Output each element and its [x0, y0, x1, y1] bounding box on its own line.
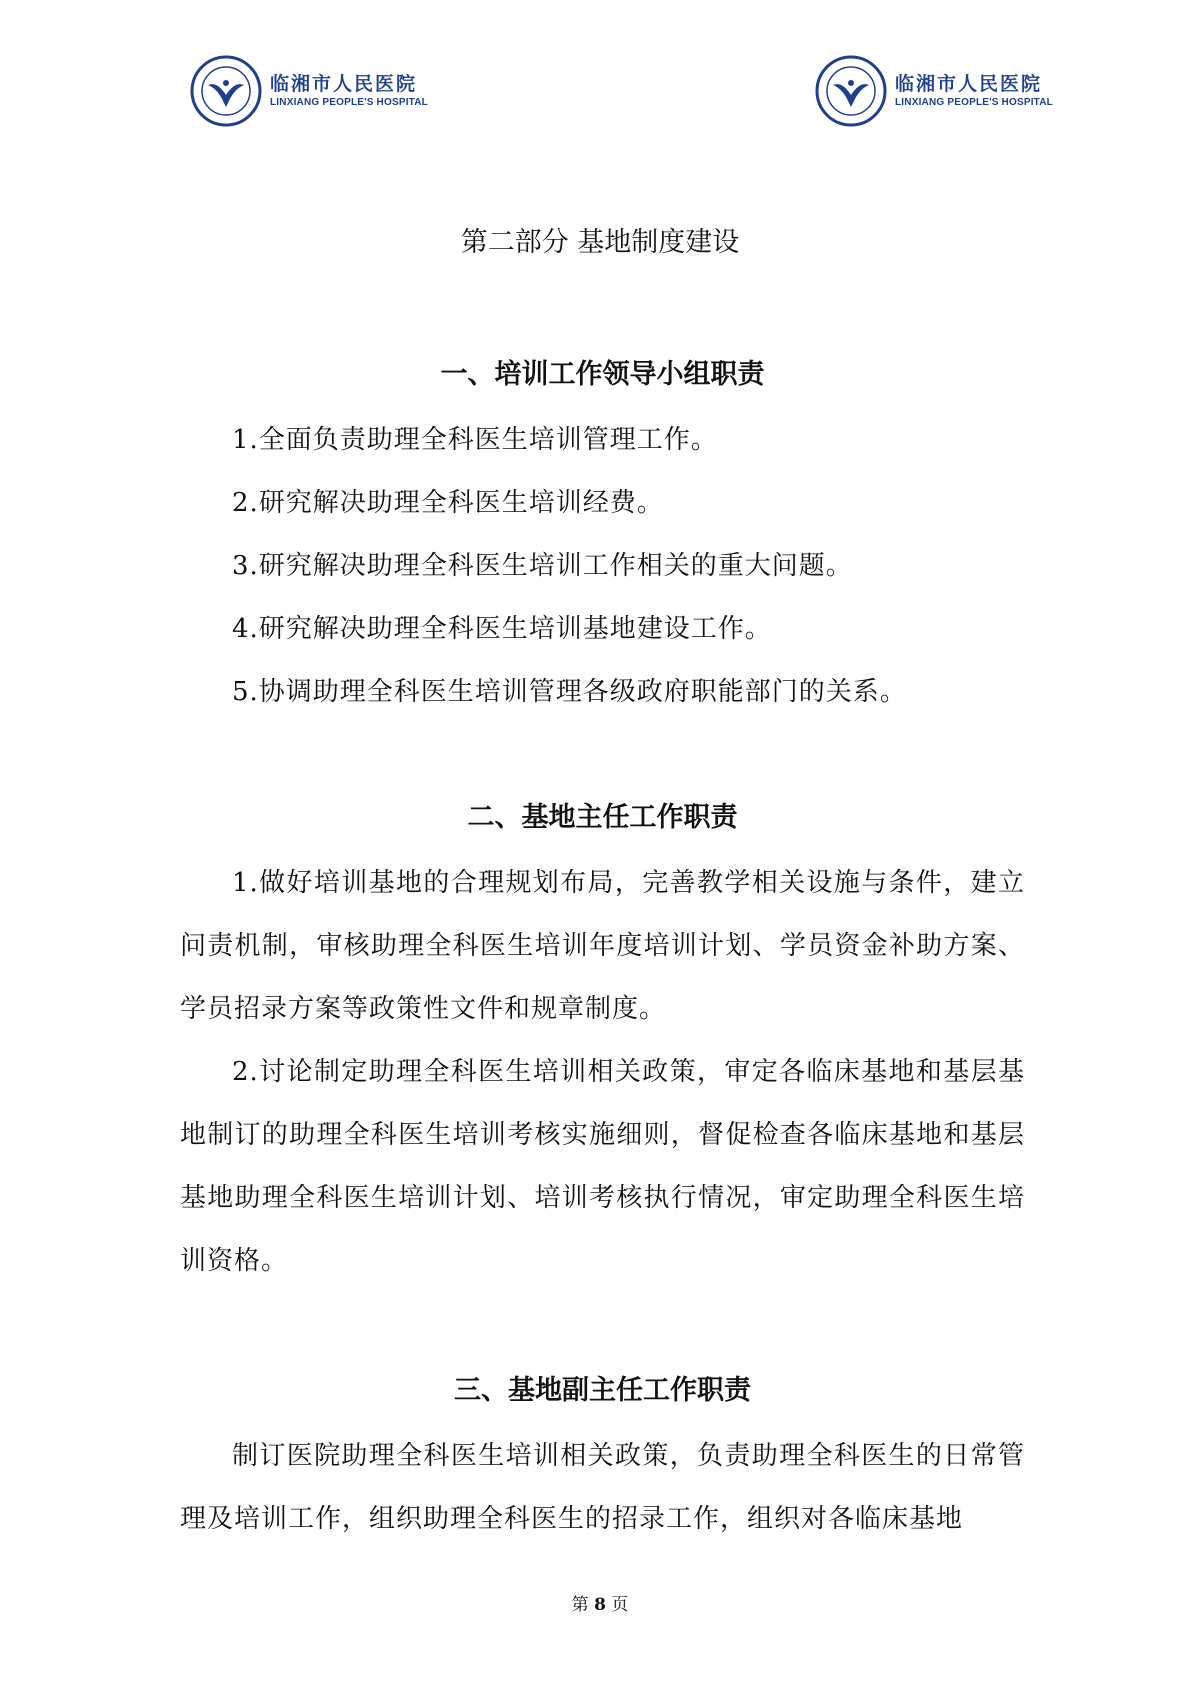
paragraph: 1.全面负责助理全科医生培训管理工作。	[232, 425, 718, 455]
paragraph: 3.研究解决助理全科医生培训工作相关的重大问题。	[232, 551, 853, 581]
hospital-seal-icon	[190, 55, 262, 127]
page-prefix: 第	[571, 1595, 589, 1615]
hospital-logo-right	[815, 55, 1053, 127]
hospital-name-en: LINXIANG PEOPLE'S HOSPITAL	[895, 96, 1053, 108]
hospital-name-cn: 临湘市人民医院	[270, 73, 418, 96]
paragraph: 4.研究解决助理全科医生培训基地建设工作。	[232, 614, 772, 644]
section-deputy-director	[180, 1368, 1025, 1551]
paragraph: 2.讨论制定助理全科医生培训相关政策，审定各临床基地和基层基地制订的助理全科医生培训考核实施细则，督促检查各临床基地和基层基地助理全科医生培训计划、培训考核执行情况，审定助理全科医生培训资格。	[180, 1057, 1025, 1276]
paragraph: 1.做好培训基地的合理规划布局，完善教学相关设施与条件，建立问责机制，审核助理全科医生培训年度培训计划、学员资金补助方案、学员招录方案等政策性文件和规章制度。	[180, 868, 1025, 1024]
part-title: 第二部分 基地制度建设	[460, 227, 740, 258]
paragraph: 2.研究解决助理全科医生培训经费。	[232, 488, 664, 518]
section-title: 一、培训工作领导小组职责	[440, 359, 765, 390]
hospital-seal-icon	[815, 55, 887, 127]
hospital-logo-left	[190, 55, 428, 127]
paragraph: 5.协调助理全科医生培训管理各级政府职能部门的关系。	[232, 677, 907, 707]
section-leadership-group	[180, 352, 1025, 724]
page-number: 8	[594, 1595, 606, 1615]
section-title: 三、基地副主任工作职责	[454, 1375, 751, 1406]
section-base-director	[180, 795, 1025, 1293]
paragraph: 制订医院助理全科医生培训相关政策，负责助理全科医生的日常管理及培训工作，组织助理全科医生的招录工作，组织对各临床基地	[180, 1441, 1025, 1534]
section-title: 二、基地主任工作职责	[467, 802, 738, 833]
hospital-name-en: LINXIANG PEOPLE'S HOSPITAL	[270, 96, 428, 108]
page-suffix: 页	[611, 1595, 629, 1615]
hospital-name-cn: 临湘市人民医院	[895, 73, 1043, 96]
page-number-footer	[0, 1590, 1200, 1615]
